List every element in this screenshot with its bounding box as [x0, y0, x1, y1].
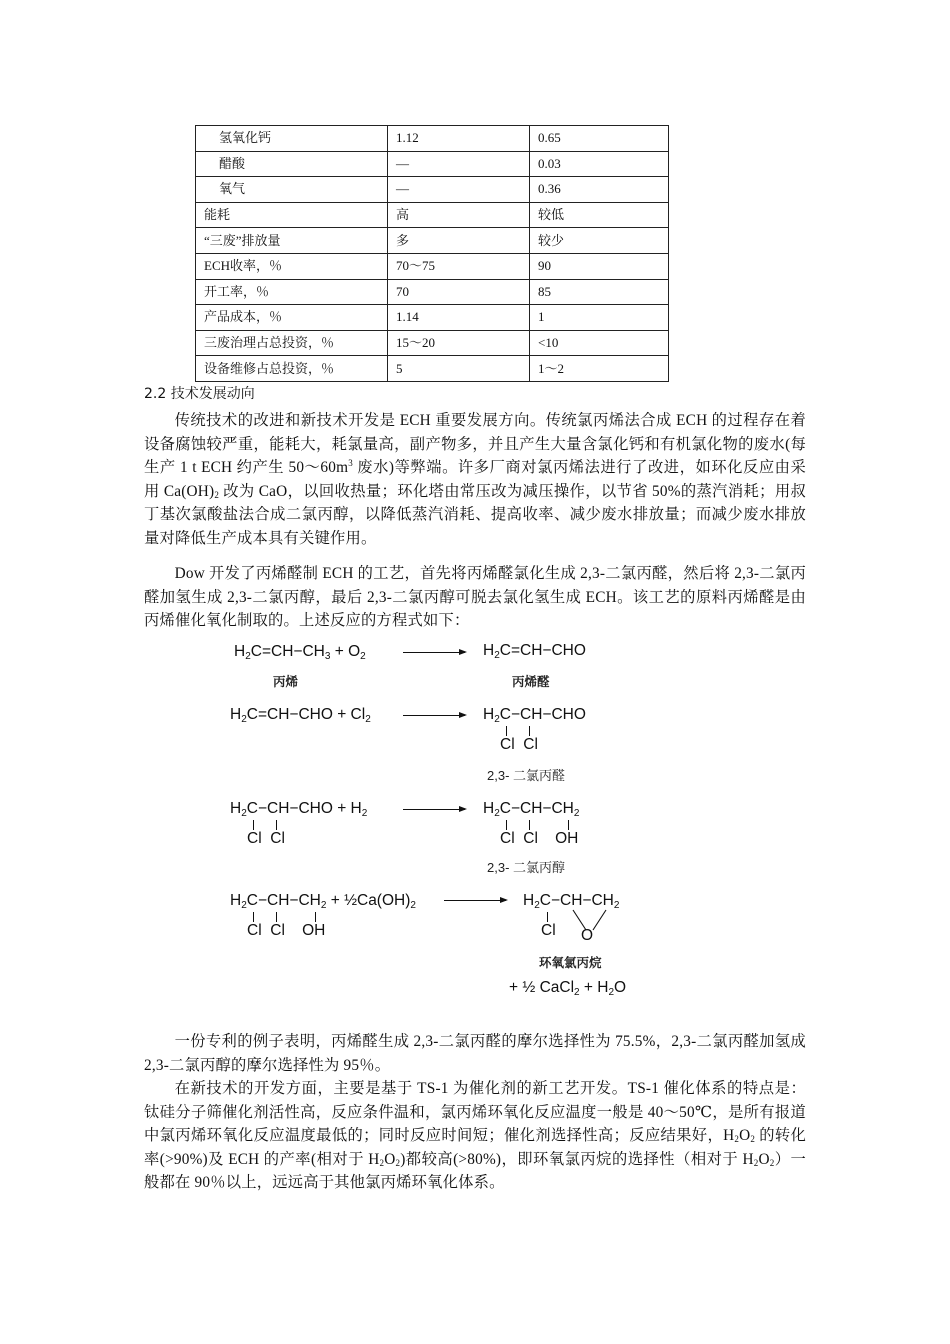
r2-reactant: $H_2C=CH-CHO + Cl_2$: [230, 706, 371, 725]
cell-item: 醋酸: [196, 151, 388, 177]
cell-item: 氢氧化钙: [196, 126, 388, 152]
bond-line: [568, 820, 569, 830]
r1-product-label: 丙烯醛: [512, 675, 550, 689]
r3-reactant: $H_2C-CH-CHO + H_2$: [230, 800, 368, 819]
paragraph-traditional-tech: 传统技术的改进和新技术开发是 ECH 重要发展方向。传统氯丙烯法合成 ECH 的过程存在着设备腐蚀较严重，能耗大，耗氯量高，副产物多，并且产生大量含氯化钙和有机氯化物的废水(每生产 1 t ECH 约产生 $50\sim 60m^3$ 废水)等弊端。许多厂商对氯丙烯法进行了改进，如环化反应由采用 $Ca(OH)_2$ 改为 CaO，以回收热量；环化塔由常压改为减压操作，以节省 50%的蒸汽消耗；用叔丁基次氯酸盐法合成二氯丙醇，以降低蒸汽消耗、提高收率、减少废水排放量；而减少废水排放量对降低生产成本具有关键作用。: [144, 412, 807, 547]
cell-old-process: 1.14: [388, 305, 530, 331]
table-row: [196, 253, 669, 279]
cell-new-process: 90: [530, 253, 669, 279]
r2-product: $H_2C-CH-CHO$: [483, 706, 586, 725]
paragraph-patent-example: 一份专利的例子表明，丙烯醛生成 2,3-二氯丙醛的摩尔选择性为 75.5%，2,3-二氯丙醛加氢成 2,3-二氯丙醇的摩尔选择性为 95％。: [144, 1033, 806, 1074]
cell-new-process: <10: [530, 330, 669, 356]
r3-product-label: 2,3- 二氯丙醇: [487, 860, 566, 875]
cell-new-process: 较少: [530, 228, 669, 254]
cell-new-process: 较低: [530, 202, 669, 228]
r3-product-substituents: Cl Cl OH: [500, 830, 579, 847]
bond-line: [276, 912, 277, 922]
r4-product-label: 环氧氯丙烷: [539, 956, 602, 970]
table-row: [196, 305, 669, 331]
bond-line: [506, 726, 507, 736]
cell-item: 氧气: [196, 177, 388, 203]
r3-product: $H_2C-CH-CH_2$: [483, 800, 580, 819]
r4-byproducts: + ½ CaCl$_2$ + $H_2O$: [509, 979, 627, 998]
paragraph-dow-process: Dow 开发了丙烯醛制 ECH 的工艺，首先将丙烯醛氯化生成 2,3-二氯丙醛，然后将 2,3-二氯丙醛加氢生成 2,3-二氯丙醇，最后 2,3-二氯丙醇可脱去氯化氢生成 ECH。该工艺的原料丙烯醛是由丙烯催化氧化制取的。上述反应的方程式如下：: [144, 565, 806, 629]
cell-old-process: 多: [388, 228, 530, 254]
arrow-icon: [403, 809, 465, 810]
cell-item: 开工率，％: [196, 279, 388, 305]
cell-old-process: —: [388, 177, 530, 203]
cell-new-process: 0.36: [530, 177, 669, 203]
r4-product-cl: Cl: [541, 922, 556, 939]
cell-old-process: 15～20: [388, 330, 530, 356]
arrow-icon: [403, 715, 465, 716]
process-comparison-table: [195, 125, 669, 382]
section-heading: 2.2 技术发展动向: [144, 386, 255, 402]
cell-new-process: 85: [530, 279, 669, 305]
cell-new-process: 1～2: [530, 356, 669, 382]
r1-product: $H_2C=CH-CHO$: [483, 642, 586, 661]
table-row: [196, 126, 669, 152]
reaction-scheme: [220, 632, 660, 1012]
bond-line: [506, 820, 507, 830]
cell-old-process: —: [388, 151, 530, 177]
table-row: [196, 356, 669, 382]
r4-reactant-substituents: Cl Cl OH: [247, 922, 326, 939]
bond-line: [253, 912, 254, 922]
cell-old-process: 1.12: [388, 126, 530, 152]
arrow-icon: [444, 900, 506, 901]
r2-product-label: 2,3- 二氯丙醛: [487, 768, 566, 783]
cell-old-process: 5: [388, 356, 530, 382]
cell-old-process: 70～75: [388, 253, 530, 279]
cell-item: ECH收率，％: [196, 253, 388, 279]
cell-new-process: 0.03: [530, 151, 669, 177]
r4-product-o: O: [581, 927, 594, 944]
table-row: [196, 330, 669, 356]
paragraph-ts1-catalyst: 在新技术的开发方面，主要是基于 TS-1 为催化剂的新工艺开发。TS-1 催化体系的特点是：钛硅分子筛催化剂活性高，反应条件温和，氯丙烯环氧化反应温度一般是 40～50℃，是所有报道中氯丙烯环氧化反应温度最低的；同时反应时间短；催化剂选择性高；反应结果好，$H_2O_2$ 的转化率(>90%)及 ECH 的产率(相对于 $H_2O_2$)都较高(>80%)，即环氧氯丙烷的选择性（相对于 $H_2O_2$）一般都在 90％以上，远远高于其他氯丙烯环氧化体系。: [144, 1080, 806, 1191]
r4-product: $H_2C-CH-CH_2$: [523, 892, 620, 911]
bond-line: [529, 820, 530, 830]
cell-item: 三废治理占总投资，％: [196, 330, 388, 356]
table-row: [196, 228, 669, 254]
cell-old-process: 70: [388, 279, 530, 305]
cell-old-process: 高: [388, 202, 530, 228]
bond-line: [253, 820, 254, 830]
cell-item: 设备维修占总投资，％: [196, 356, 388, 382]
table-row: [196, 202, 669, 228]
cell-new-process: 0.65: [530, 126, 669, 152]
cell-item: 能耗: [196, 202, 388, 228]
bond-line: [276, 820, 277, 830]
r4-reactant: $H_2C-CH-CH_2$ + $\frac{1}{2}Ca(OH)_2$: [230, 892, 416, 911]
bond-line: [547, 912, 548, 922]
bond-line: [529, 726, 530, 736]
r2-product-substituents: Cl Cl: [500, 736, 538, 753]
cell-item: 产品成本，％: [196, 305, 388, 331]
r3-reactant-substituents: Cl Cl: [247, 830, 285, 847]
cell-new-process: 1: [530, 305, 669, 331]
r1-reactant-label: 丙烯: [273, 675, 299, 689]
table-row: [196, 151, 669, 177]
r1-reactant: $H_2C=CH-CH_3 + O_2$: [234, 643, 366, 662]
arrow-icon: [403, 652, 465, 653]
cell-item: “三废”排放量: [196, 228, 388, 254]
table-row: [196, 177, 669, 203]
bond-line: [315, 912, 316, 922]
table-row: [196, 279, 669, 305]
